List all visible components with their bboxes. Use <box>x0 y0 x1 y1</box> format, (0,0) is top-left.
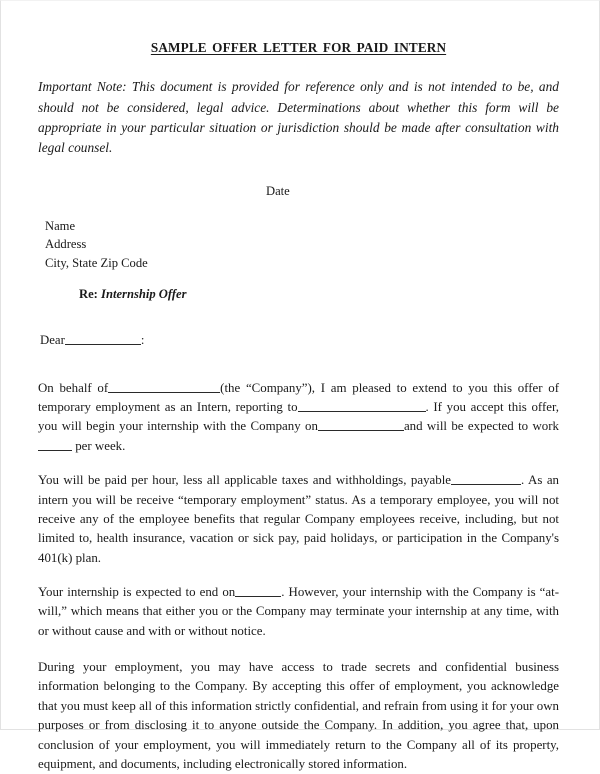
paragraph-compensation <box>38 456 559 568</box>
reporting-to-blank-field[interactable] <box>298 399 426 412</box>
payable-blank-field[interactable] <box>451 472 521 485</box>
start-date-blank-field[interactable] <box>318 419 404 432</box>
end-date-blank-field[interactable] <box>235 584 281 597</box>
paragraph-at-will <box>38 568 559 641</box>
hours-per-week-blank-field[interactable] <box>38 438 72 451</box>
paragraph-offer-text-e: per week. <box>75 438 126 453</box>
addressee-city-state-zip: City, State Zip Code <box>45 255 148 270</box>
important-note-paragraph: Important Note: This document is provided for reference only and is not intended to be, and should not be considered, legal advice. Determinations about whether this form will be appropriate in your particular situation or jurisdiction should be made after consultation with legal counsel. <box>38 79 559 156</box>
paragraph-offer <box>38 349 559 456</box>
salutation-suffix: : <box>140 333 145 348</box>
paragraph-offer-text-c: . If you accept this offer, you will begin your internship with the Company on <box>38 400 559 434</box>
page-title <box>38 1 559 55</box>
page-title-text: SAMPLE OFFER LETTER FOR PAID INTERN <box>150 40 447 55</box>
paragraph-offer-text-d: and will be expected to work <box>403 419 559 434</box>
salutation-line <box>38 302 559 349</box>
company-name-blank-field[interactable] <box>108 380 220 393</box>
date-label: Date <box>266 183 290 198</box>
addressee-block <box>38 199 559 272</box>
subject-line <box>38 272 559 302</box>
paragraph-compensation-text-b: . As an intern you will be receive “temporary employment” status. As a temporary employee, you will not receive any of the employee benefits that regular Company employees receive, including, but not limited to, health insurance, vacation or sick pay, paid holidays, or participation in the Company's 401(k) plan. <box>38 473 559 565</box>
paragraph-offer-text-a: On behalf of <box>38 380 109 395</box>
addressee-address: Address <box>45 237 87 252</box>
paragraph-at-will-text-a: Your internship is expected to end on <box>38 585 236 599</box>
paragraph-offer-text-b: (the “Company”), I am pleased to extend to you this offer of temporary employment as an Intern, reporting to <box>38 380 559 415</box>
subject-text: Internship Offer <box>101 286 187 301</box>
paragraph-compensation-text-a: You will be paid per hour, less all applicable taxes and withholdings, payable <box>38 473 451 488</box>
document-content <box>38 1 559 774</box>
subject-label: Re: <box>79 286 98 301</box>
salutation-prefix: Dear <box>40 333 65 348</box>
addressee-name: Name <box>45 219 76 234</box>
salutation-blank-field[interactable] <box>65 332 141 345</box>
paragraph-at-will-text-b: . However, your internship with the Company is “at-will,” which means that either you or the Company may terminate your internship at any time, with or without cause and with or without notice. <box>38 585 559 638</box>
paragraph-confidentiality: During your employment, you may have access to trade secrets and confidential business information belonging to the Company. By accepting this offer of employment, you acknowledge that you must keep all of this information strictly confidential, and refrain from using it for your own purposes or from disclosing it to anyone outside the Company. In addition, you agree that, upon conclusion of your employment, you will immediately return to the Company all of its property, equipment, and documents, including electronically stored information. <box>38 660 559 771</box>
